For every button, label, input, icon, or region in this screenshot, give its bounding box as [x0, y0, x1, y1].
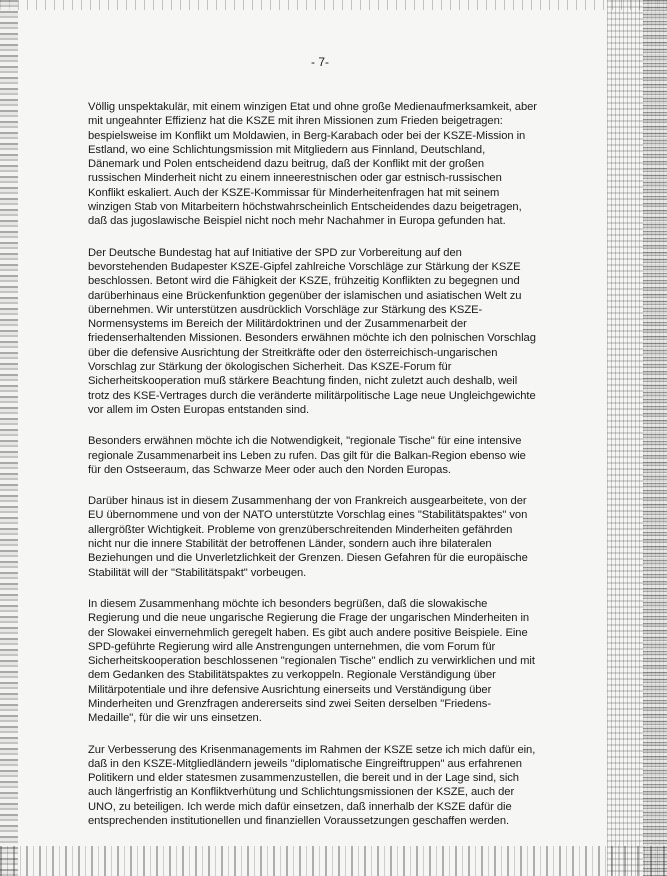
paragraph-ksze-missions: Völlig unspektakulär, mit einem winzigen Etat und ohne große Medienaufmerksamkeit, aber mit ungeahnter Effizienz hat die KSZE mit ihren Missionen zum Frieden beigetragen: bespielsweise im Konflikt um Moldawien, in Berg-Karabach oder bei der KSZE-Mission in Estland, wo eine Schlichtungsmission mit Mitgliedern aus Finnland, Deutschland, Dänemark und Polen entscheidend dazu beitrug, daß der Konflikt mit der großen russischen Minderheit nicht zu einem inneerestnischen oder gar estnisch-russischen Konflikt eskaliert. Auch der KSZE-Kommissar für Minderheitenfragen hat mit seinem winzigen Stab von Mitarbeitern höchstwahrscheinlich Entscheidendes dazu beigetragen, daß das jugoslawische Beispiel nicht noch mehr Nachahmer in Europa gefunden hat. [88, 101, 537, 228]
paragraph-slovakia-hungary: In diesem Zusammenhang möchte ich besonders begrüßen, daß die slowakische Regierung und die neue ungarische Regierung die Frage der ungarischen Minderheiten in der Slowakei einvernehmlich geregelt haben. Es gibt auch andere positive Beispiele. Eine SPD-geführte Regierung wird alle Anstrengungen unternehmen, die vom Forum für Sicherheitskooperation beschlossenen "regionalen Tische" endlich zu verwirklichen und mit dem Gedanken des Stabilitätspaktes zu verkoppeln. Regionale Verständigung über Militärpotentiale und ihre defensive Ausrichtung einerseits und Verständigung über Minderheiten und Grenzfragen andererseits sind zwei Seiten derselben "Friedens-Medaille", für die wir uns einsetzen. [88, 597, 535, 725]
paragraph-bundestag-proposals: Der Deutsche Bundestag hat auf Initiative der SPD zur Vorbereitung auf den bevorstehenden Budapester KSZE-Gipfel zahlreiche Vorschläge zur Stärkung der KSZE beschlossen. Betont wird die Fähigkeit der KSZE, frühzeitig Konflikten zu begegnen und darüberhinaus eine Brückenfunktion gegenüber der islamischen und asiatischen Welt zu übernehmen. Wir unterstützen ausdrücklich Vorschläge zur Stärkung des KSZE-Normensystems im Bereich der Militärdoktrinen und der Zusammenarbeit der friedenserhaltenden Missionen. Besonders erwähnen möchte ich den polnischen Vorschlag über die defensive Ausrichtung der Streitkräfte oder den österreichisch-ungarischen Vorschlag zur Stärkung der ökologischen Sicherheit. Das KSZE-Forum für Sicherheitskooperation muß stärkere Beachtung finden, nicht zuletzt auch deshalb, weil trotz des KSE-Vertrages durch die veränderte militärpolitische Lage neue Ungleichgewichte vor allem im Osten Europas entstanden sind. [88, 246, 536, 416]
scan-artifact-right-edge [643, 0, 667, 876]
page-number: - 7- [311, 55, 329, 69]
paragraph-crisis-management: Zur Verbesserung des Krisenmanagements im Rahmen der KSZE setze ich mich dafür ein, daß in den KSZE-Mitgliedländern jeweils "diplomatische Eingreiftruppen" aus erfahrenen Politikern und elder statesmen zusammenzustellen, die bereit und in der Lage sind, sich auch längerfristig an Konfliktverhütung und Schlichtungsmissionen der KSZE, auch der UNO, zu beteiligen. Ich werde mich dafür einsetzen, daß innerhalb der KSZE dafür die entsprechenden institutionellen und finanziellen Voraussetzungen geschaffen werden. [88, 743, 536, 828]
scan-artifact-left [0, 0, 18, 876]
scan-artifact-bottom [0, 846, 667, 876]
paragraph-stability-pact: Darüber hinaus ist in diesem Zusammenhang der von Frankreich ausgearbeitete, von der EU übernommene und von der NATO unterstützte Vorschlag eines "Stabilitätspaktes" von allergrößter Wichtigkeit. Probleme von grenzüberschreitenden Minderheiten gefährden nicht nur die innere Stabilität der betroffenen Länder, sondern auch ihre bilateralen Beziehungen und die Unverletzlichkeit der Grenzen. Diesen Gefahren für die europäische Stabilität will der "Stabilitätspakt" vorbeugen. [88, 495, 528, 579]
scan-artifact-top [0, 0, 667, 10]
document-body [88, 100, 538, 845]
paragraph-regional-tables: Besonders erwähnen möchte ich die Notwendigkeit, "regionale Tische" für eine intensive regionale Zusammenarbeit ins Leben zu rufen. Das gilt für die Balkan-Region ebenso wie für den Ostseeraum, das Schwarze Meer oder auch den Norden Europas. [88, 435, 526, 476]
